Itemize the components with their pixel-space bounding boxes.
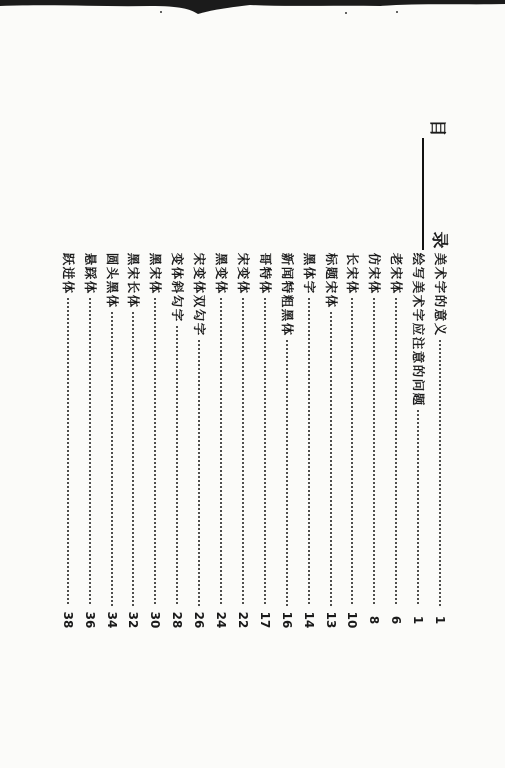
toc-entry xyxy=(277,252,297,630)
toc-page-number: 38 xyxy=(60,611,75,629)
toc-entry-label: 哥 特 体 xyxy=(257,252,273,294)
toc-page-number: 34 xyxy=(104,611,119,629)
page-title xyxy=(418,112,458,262)
scan-top-edge xyxy=(0,0,505,14)
toc-entry xyxy=(321,252,341,630)
toc-page-number: 36 xyxy=(82,611,97,629)
toc-entry xyxy=(386,252,406,630)
toc-entry-label: 仿 宋 体 xyxy=(367,252,383,294)
scan-speck xyxy=(396,11,398,13)
title-rule xyxy=(422,138,424,250)
toc-entry xyxy=(211,252,231,630)
toc-page-number: 10 xyxy=(345,611,360,629)
toc-page-number: 22 xyxy=(235,611,250,629)
scan-speck xyxy=(160,11,162,13)
toc-entry xyxy=(102,252,122,630)
toc-entry xyxy=(58,252,78,630)
toc-entry xyxy=(167,252,187,630)
toc-leader-dots xyxy=(242,297,244,606)
toc-entry-label: 宋 变 体 xyxy=(235,252,251,294)
toc-entry-label: 绘 写 美 术 字 应 注 意 的 问 题 xyxy=(411,252,427,406)
toc-page-number: 1 xyxy=(411,615,426,625)
toc-page-number: 13 xyxy=(323,611,338,629)
toc-leader-dots xyxy=(286,339,288,606)
toc-page-number: 16 xyxy=(279,611,294,629)
toc-entry xyxy=(233,252,253,630)
toc-page-number: 6 xyxy=(389,615,404,625)
toc-entry xyxy=(408,252,428,630)
toc-leader-dots xyxy=(330,311,332,606)
toc-entry xyxy=(145,252,165,630)
toc-page-number: 8 xyxy=(367,615,382,625)
toc-leader-dots xyxy=(351,297,353,606)
toc-entry-label: 悬 踩 体 xyxy=(82,252,98,294)
toc-leader-dots xyxy=(111,311,113,606)
title-char: 目 xyxy=(427,119,448,137)
toc-entry-label: 美 术 字 的 意 义 xyxy=(433,252,448,336)
toc-page-number: 28 xyxy=(170,611,185,629)
toc-page-number: 24 xyxy=(214,611,228,629)
toc-page-number: 1 xyxy=(433,615,447,625)
toc-leader-dots xyxy=(417,409,419,606)
toc-leader-dots xyxy=(132,311,134,606)
toc-page-number: 14 xyxy=(301,611,316,629)
toc-leader-dots xyxy=(67,297,69,606)
toc-entry-label: 变 体 斜 勾 字 xyxy=(170,252,186,322)
toc-page-number: 30 xyxy=(148,611,163,629)
toc-entry-label: 黑 体 字 xyxy=(301,252,317,294)
table-of-contents xyxy=(40,252,455,632)
toc-entry-label: 圆 头 黑 体 xyxy=(104,252,120,308)
toc-entry-label: 宋 变 体 双 勾 字 xyxy=(192,252,208,336)
toc-page-number: 26 xyxy=(192,611,207,629)
toc-entry xyxy=(255,252,275,630)
toc-leader-dots xyxy=(89,297,91,606)
title-char: 录 xyxy=(429,231,450,249)
toc-entry xyxy=(80,252,100,630)
toc-entry xyxy=(189,252,209,630)
toc-leader-dots xyxy=(395,297,397,606)
toc-entry xyxy=(342,252,362,630)
toc-entry-label: 新 闻 特 粗 黑 体 xyxy=(279,252,295,336)
toc-entry-label: 标 题 宋 体 xyxy=(323,252,339,308)
toc-leader-dots xyxy=(264,297,266,606)
scan-speck xyxy=(345,12,347,14)
toc-leader-dots xyxy=(439,339,441,606)
toc-entry-label: 长 宋 体 xyxy=(345,252,361,294)
toc-entry xyxy=(299,252,319,630)
toc-leader-dots xyxy=(308,297,310,606)
toc-entry-label: 黑 变 体 xyxy=(214,252,229,294)
toc-entry xyxy=(430,252,450,630)
toc-entry-label: 黑 宋 体 xyxy=(148,252,164,294)
toc-entry-label: 跃 进 体 xyxy=(60,252,76,294)
toc-entry xyxy=(123,252,143,630)
toc-entry-label: 黑 宋 长 体 xyxy=(126,252,142,308)
toc-leader-dots xyxy=(198,339,200,606)
toc-leader-dots xyxy=(373,297,375,606)
toc-leader-dots xyxy=(176,325,178,606)
toc-page-number: 17 xyxy=(257,611,272,629)
toc-leader-dots xyxy=(154,297,156,606)
toc-entry-label: 老 宋 体 xyxy=(389,252,405,294)
toc-page-number: 32 xyxy=(126,611,141,629)
toc-entry xyxy=(364,252,384,630)
toc-leader-dots xyxy=(220,297,222,606)
